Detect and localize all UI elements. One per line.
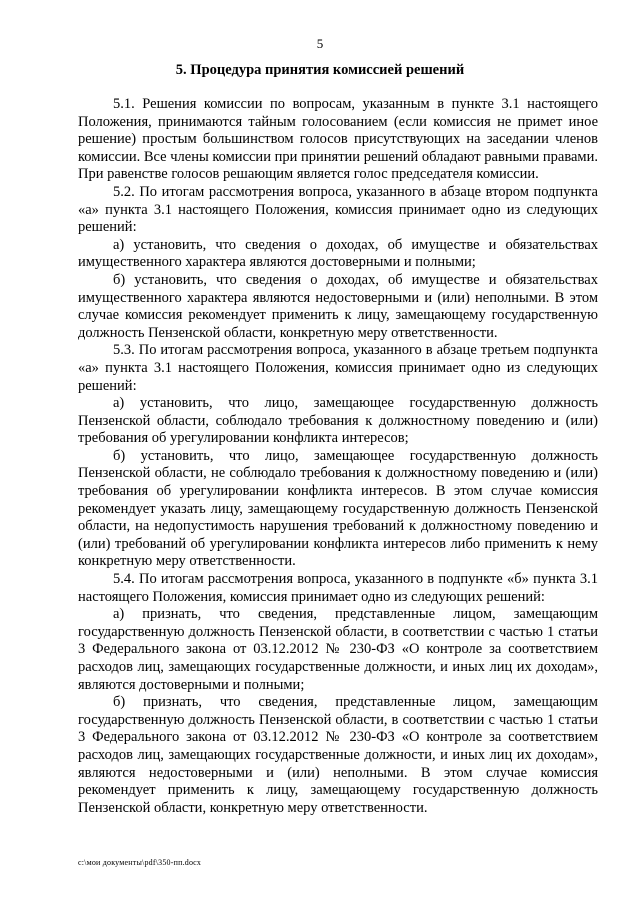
- paragraph-5-4-b: б) признать, что сведения, представленные лицом, замещающим государственную должность Пензенской области, в соответствии с частью 1 статьи 3 Федерального закона от 03.12.2012 № 230-ФЗ «О контроле за соответствием расходов лиц, замещающих государственные должности, и иных лиц их доходам», являются недостоверными и (или) неполными. В этом случае комиссия рекомендует применить к лицу, замещающему государственную должность Пензенской области, конкретную меру ответственности.: [78, 694, 598, 816]
- paragraph-5-2-a: а) установить, что сведения о доходах, об имуществе и обязательствах имущественного характера являются достоверными и полными;: [78, 236, 598, 271]
- paragraph-5-4-a: а) признать, что сведения, представленные лицом, замещающим государственную должность Пензенской области, в соответствии с частью 1 статьи 3 Федерального закона от 03.12.2012 № 230-ФЗ «О контроле за соответствием расходов лиц, замещающих государственные должности, и иных лиц их доходам», являются достоверными и полными;: [78, 606, 598, 693]
- page-number: 5: [316, 36, 324, 51]
- document-body: [78, 96, 598, 817]
- paragraph-5-3: 5.3. По итогам рассмотрения вопроса, указанного в абзаце третьем подпункта «а» пункта 3.1 настоящего Положения, комиссия принимает одно из следующих решений:: [78, 342, 598, 394]
- file-path-footer: c:\мои документы\pdf\350-пп.docx: [78, 858, 202, 867]
- paragraph-5-3-a: а) установить, что лицо, замещающее государственную должность Пензенской области, соблюдало требования к должностному поведению и (или) требования об урегулировании конфликта интересов;: [78, 395, 598, 447]
- paragraph-5-3-b: б) установить, что лицо, замещающее государственную должность Пензенской области, не соблюдало требования к должностному поведению и (или) требования об урегулировании конфликта интересов. В этом случае комиссия рекомендует указать лицу, замещающему государственную должность Пензенской области, на недопустимость нарушения требований к должностному поведению и (или) требований об урегулировании конфликта интересов либо применить к нему конкретную меру ответственности.: [78, 447, 598, 570]
- paragraph-5-2: 5.2. По итогам рассмотрения вопроса, указанного в абзаце втором подпункта «а» пункта 3.1 настоящего Положения, комиссия принимает одно из следующих решений:: [78, 183, 598, 236]
- section-title: 5. Процедура принятия комиссией решений: [175, 62, 465, 78]
- paragraph-5-1: 5.1. Решения комиссии по вопросам, указанным в пункте 3.1 настоящего Положения, принимаются тайным голосованием (если комиссия не примет иное решение) простым большинством голосов присутствующих на заседании членов комиссии. Все члены комиссии при принятии решений обладают равными правами. При равенстве голосов решающим является голос председателя комиссии.: [78, 96, 598, 183]
- paragraph-5-2-b: б) установить, что сведения о доходах, об имуществе и обязательствах имущественного характера являются недостоверными и (или) неполными. В этом случае комиссия рекомендует применить к лицу, замещающему государственную должность Пензенской области, конкретную меру ответственности.: [78, 271, 598, 341]
- paragraph-5-4: 5.4. По итогам рассмотрения вопроса, указанного в подпункте «б» пункта 3.1 настоящего Положения, комиссия принимает одно из следующих решений:: [78, 571, 598, 605]
